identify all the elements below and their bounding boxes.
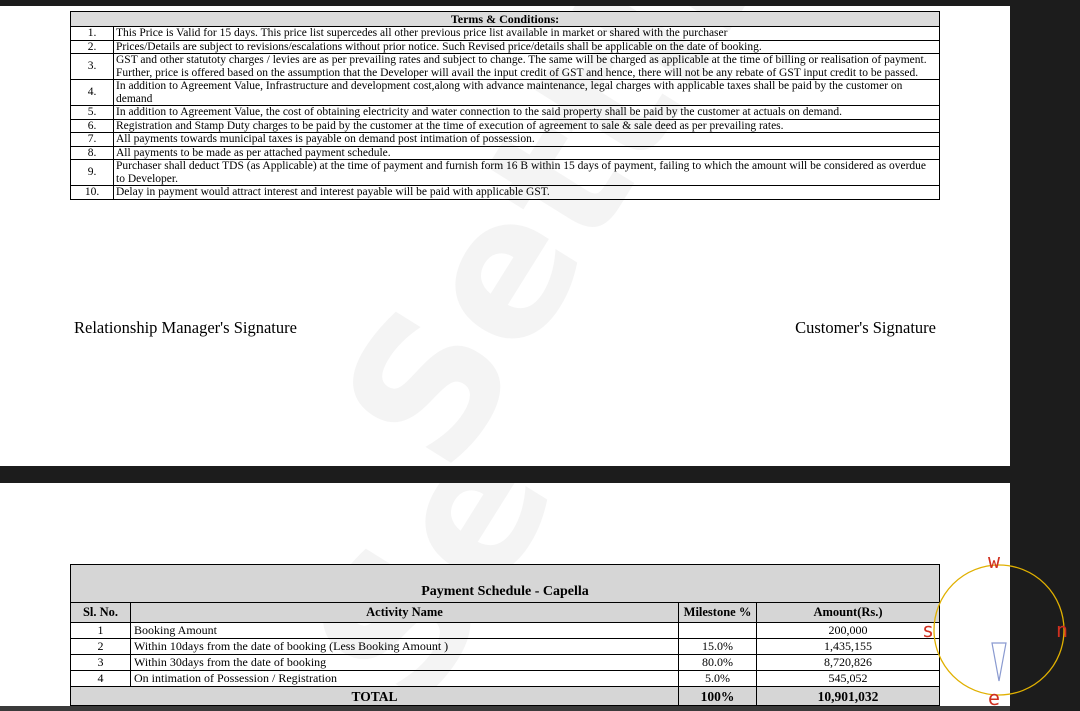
cell-milestone: 15.0% — [679, 639, 757, 655]
col-header-activity: Activity Name — [131, 603, 679, 623]
terms-text: Delay in payment would attract interest and interest payable will be paid with applicable GST. — [114, 186, 940, 200]
terms-num: 1. — [71, 27, 114, 41]
terms-text: GST and other statutoty charges / levies are as per prevailing rates and subject to change. The same will be charged as applicable at the time of billing or realisation of payment. Further, price is offered based on the assumption that the Developer will avail the input credit of GST and hence, there will not be any rebate of GST input credit to be passed. — [114, 54, 940, 80]
cell-amount: 200,000 — [757, 623, 940, 639]
cell-amount: 545,052 — [757, 671, 940, 687]
payment-schedule-table — [70, 564, 940, 706]
cell-milestone: 5.0% — [679, 671, 757, 687]
total-amount: 10,901,032 — [757, 687, 940, 706]
terms-row — [71, 27, 940, 41]
terms-num: 3. — [71, 54, 114, 80]
terms-text: In addition to Agreement Value, the cost of obtaining electricity and water connection to the said property shall be paid by the customer at actuals on demand. — [114, 106, 940, 120]
terms-num: 10. — [71, 186, 114, 200]
terms-text: In addition to Agreement Value, Infrastructure and development cost,along with advance maintenance, legal charges with applicable taxes shall be paid by the customer on demand — [114, 80, 940, 106]
terms-text: Purchaser shall deduct TDS (as Applicable) at the time of payment and furnish form 16 B within 15 days of payment, failing to which the amount will be considered as overdue to Developer. — [114, 160, 940, 186]
table-row — [71, 655, 940, 671]
terms-text: This Price is Valid for 15 days. This price list supercedes all other previous price list available in market or shared with the purchaser — [114, 27, 940, 41]
table-row — [71, 623, 940, 639]
col-header-amount: Amount(Rs.) — [757, 603, 940, 623]
terms-num: 9. — [71, 160, 114, 186]
cell-sl: 3 — [71, 655, 131, 671]
terms-row — [71, 133, 940, 147]
cell-milestone: 80.0% — [679, 655, 757, 671]
terms-text: Registration and Stamp Duty charges to be paid by the customer at the time of execution of agreement to sale & sale deed as per prevailing rates. — [114, 119, 940, 133]
cell-sl: 2 — [71, 639, 131, 655]
terms-num: 2. — [71, 40, 114, 54]
cell-activity: On intimation of Possession / Registration — [131, 671, 679, 687]
cell-sl: 4 — [71, 671, 131, 687]
terms-row — [71, 146, 940, 160]
terms-num: 8. — [71, 146, 114, 160]
terms-row — [71, 54, 940, 80]
terms-text: Prices/Details are subject to revisions/escalations without prior notice. Such Revised price/details shall be applicable on the date of booking. — [114, 40, 940, 54]
col-header-milestone: Milestone % — [679, 603, 757, 623]
total-row — [71, 687, 940, 706]
terms-num: 5. — [71, 106, 114, 120]
terms-row — [71, 106, 940, 120]
terms-row — [71, 186, 940, 200]
page-divider — [0, 706, 1010, 711]
terms-row — [71, 40, 940, 54]
rm-signature-label: Relationship Manager's Signature — [74, 318, 297, 337]
terms-row — [71, 119, 940, 133]
terms-row — [71, 80, 940, 106]
terms-num: 4. — [71, 80, 114, 106]
terms-text: All payments to be made as per attached payment schedule. — [114, 146, 940, 160]
col-header-sl: Sl. No. — [71, 603, 131, 623]
document-page-2 — [0, 483, 1010, 711]
terms-row — [71, 160, 940, 186]
total-milestone: 100% — [679, 687, 757, 706]
table-row — [71, 639, 940, 655]
terms-title: Terms & Conditions: — [71, 12, 940, 27]
compass-letter-w: w — [988, 549, 1001, 573]
schedule-title: Payment Schedule - Capella — [71, 565, 940, 603]
cell-activity: Booking Amount — [131, 623, 679, 639]
document-page-1 — [0, 6, 1010, 466]
customer-signature-label: Customer's Signature — [795, 318, 936, 337]
terms-text: All payments towards municipal taxes is payable on demand post intimation of possession. — [114, 133, 940, 147]
compass-letter-s: s — [922, 618, 935, 642]
schedule-header-row — [71, 603, 940, 623]
cell-amount: 8,720,826 — [757, 655, 940, 671]
terms-num: 6. — [71, 119, 114, 133]
total-label: TOTAL — [71, 687, 679, 706]
cell-amount: 1,435,155 — [757, 639, 940, 655]
table-row — [71, 671, 940, 687]
cell-activity: Within 10days from the date of booking (Less Booking Amount ) — [131, 639, 679, 655]
compass-letter-e: e — [988, 686, 1001, 710]
cell-sl: 1 — [71, 623, 131, 639]
terms-table — [70, 11, 940, 200]
cell-milestone — [679, 623, 757, 639]
compass-letter-n: n — [1056, 618, 1069, 642]
cell-activity: Within 30days from the date of booking — [131, 655, 679, 671]
terms-num: 7. — [71, 133, 114, 147]
